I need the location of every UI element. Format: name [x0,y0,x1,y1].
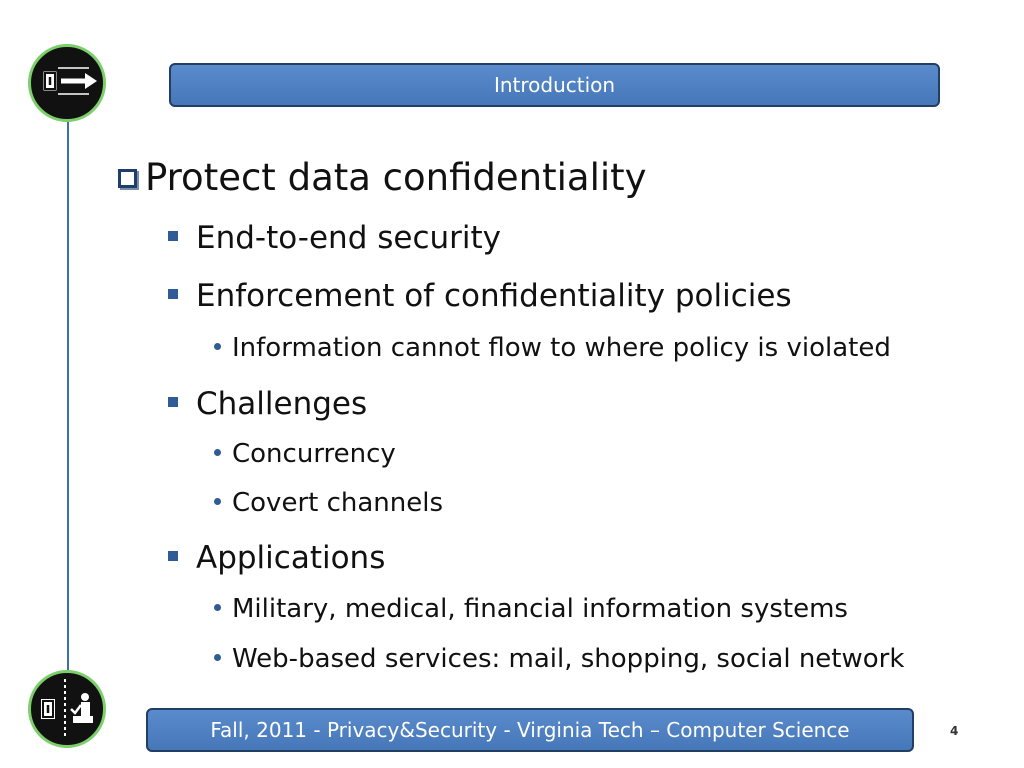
bullet-text: Information cannot flow to where policy is violated [232,333,891,363]
checkbox-bullet-icon [118,169,137,188]
page-number: 4 [950,724,959,738]
bullet-text: Military, medical, financial information systems [232,594,848,624]
bullet-text: End-to-end security [196,220,502,256]
bullet-level2 [168,278,792,314]
square-bullet-icon [168,551,178,561]
bullet-level2 [168,220,501,256]
bullet-level3 [214,644,904,674]
bullet-level2 [168,540,385,576]
square-bullet-icon [168,397,178,407]
bullet-text: Covert channels [232,488,444,518]
bullet-level1 [118,156,647,199]
bullet-level3 [214,594,848,624]
square-bullet-icon [168,231,178,241]
bullet-text: Protect data confidentiality [145,156,647,199]
bullet-level3 [214,439,396,469]
dot-bullet-icon [214,498,221,505]
slide-footer-bar [146,708,914,752]
bullet-level3 [214,488,443,518]
dot-bullet-icon [214,604,221,611]
slide-title: Introduction [493,73,616,97]
bullet-level3 [214,333,891,363]
bullet-text: Enforcement of confidentiality policies [196,278,792,314]
dot-bullet-icon [214,449,221,456]
square-bullet-icon [168,289,178,299]
bullet-text: Concurrency [232,439,396,469]
bullet-text: Web-based services: mail, shopping, social network [232,644,905,674]
dot-bullet-icon [214,343,221,350]
bullet-level2 [168,386,367,422]
footer-text: Fall, 2011 - Privacy&Security - Virginia Tech – Computer Science [210,718,850,742]
dot-bullet-icon [214,654,221,661]
bullet-text: Challenges [196,386,368,422]
bullet-text: Applications [196,540,386,576]
